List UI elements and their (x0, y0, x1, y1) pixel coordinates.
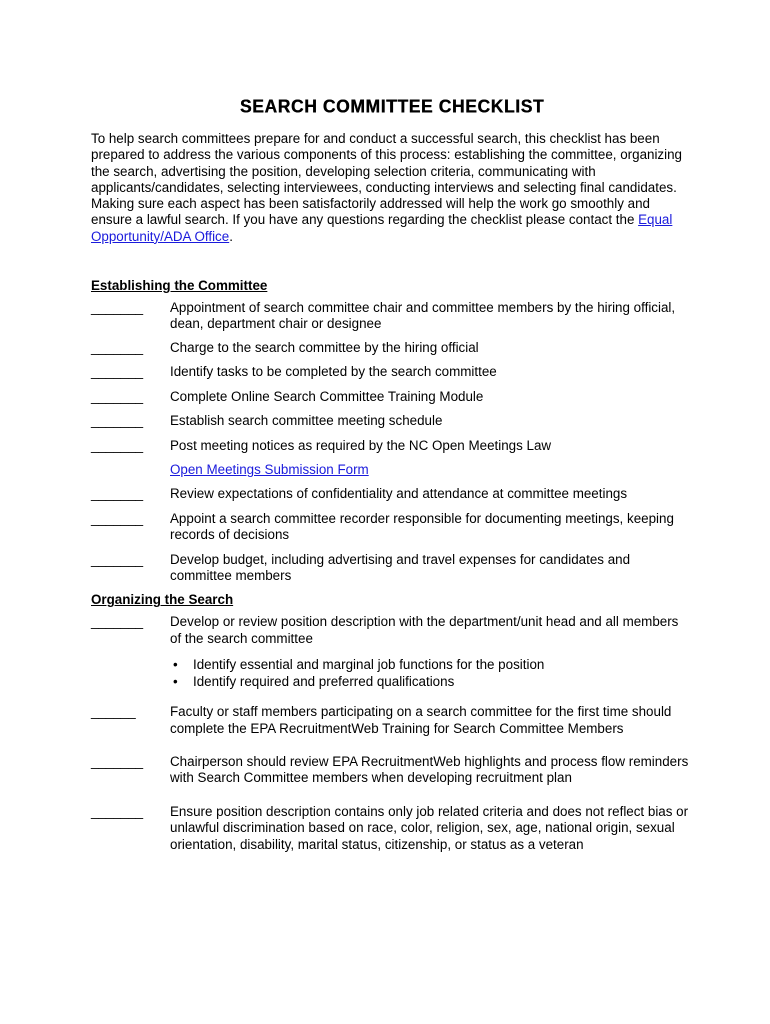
checklist-item-text: Appoint a search committee recorder responsible for documenting meetings, keeping records of decisions (170, 510, 674, 543)
checklist-item-text: Complete Online Search Committee Training Module (170, 388, 484, 404)
checkbox-blank[interactable]: _______ (91, 413, 144, 429)
checklist-item-text: Develop or review position description with the department/unit head and all members of the search committee (170, 614, 679, 646)
checklist-item (91, 389, 691, 405)
checklist-item (91, 300, 691, 333)
checkbox-blank[interactable]: _______ (91, 364, 144, 380)
checkbox-blank[interactable]: _______ (91, 614, 144, 630)
checkbox-blank[interactable]: _______ (91, 753, 144, 769)
checklist-item (91, 438, 691, 454)
checkbox-blank[interactable]: _______ (91, 300, 144, 316)
checklist-item (91, 804, 691, 853)
checkbox-blank[interactable]: _______ (91, 388, 144, 404)
document-page (91, 96, 691, 853)
checkbox-blank[interactable]: _______ (91, 486, 144, 502)
intro-paragraph (91, 131, 691, 245)
checklist-item-text: Develop budget, including advertising and travel expenses for candidates and committee members (170, 551, 631, 583)
checklist-item (91, 413, 691, 429)
checklist-item-text: Identify tasks to be completed by the search committee (170, 364, 497, 380)
checkbox-blank[interactable]: _______ (91, 339, 144, 355)
checklist-item-text: Chairperson should review EPA RecruitmentWeb highlights and process flow reminders with Search Committee members when developing recruitment plan (170, 753, 689, 786)
checklist-item-text: Charge to the search committee by the hiring official (170, 339, 479, 355)
checklist-item (91, 511, 691, 544)
bullet-item: • Identify required and preferred qualifications (170, 673, 691, 690)
checklist-item (91, 364, 691, 380)
checklist-item (91, 340, 691, 356)
checklist-item (91, 552, 691, 585)
checkbox-blank[interactable]: _______ (91, 510, 144, 526)
checklist-item-text: Establish search committee meeting schedule (170, 413, 443, 429)
bullet-item: • Identify essential and marginal job functions for the position (170, 656, 691, 673)
checklist-item-text: Appointment of search committee chair and committee members by the hiring official, dean, department chair or designee (170, 300, 676, 332)
intro-suffix: . (229, 228, 233, 244)
qualification-bullet-list (91, 656, 691, 690)
equal-opportunity-link[interactable]: Equal Opportunity/ADA Office (91, 212, 673, 244)
checklist-item (91, 614, 691, 647)
page-title: SEARCH COMMITTEE CHECKLIST (239, 95, 545, 117)
checklist-item (91, 486, 691, 502)
checkbox-blank[interactable]: _______ (91, 803, 144, 819)
intro-text: To help search committees prepare for and conduct a successful search, this checklist has been prepared to address the various components of this process: establishing the committee, organizing the search, advertising the position, developing selection criteria, communicating with applicants/candidates, selecting interviewees, conducting interviews and selecting final candidates. Making sure each aspect has been satisfactorily addressed will help the work go smoothly and ensure a lawful search. If you have any questions regarding the checklist please contact the (91, 131, 682, 228)
checklist-item (91, 754, 691, 787)
checklist-item-text: Post meeting notices as required by the NC Open Meetings Law (170, 437, 552, 453)
checklist-item-text: Ensure position description contains only job related criteria and does not reflect bias or unlawful discrimination based on race, color, religion, sex, age, national origin, sexual orientation, disability, marital status, citizenship, or status as a veteran (170, 803, 689, 852)
checkbox-blank[interactable]: ______ (91, 704, 136, 720)
checklist-item (91, 704, 691, 737)
open-meetings-link-row (91, 462, 691, 478)
section-heading-organizing: Organizing the Search (91, 592, 234, 608)
checkbox-blank[interactable]: _______ (91, 437, 144, 453)
checklist-item-text: Review expectations of confidentiality and attendance at committee meetings (170, 486, 628, 502)
open-meetings-link[interactable]: Open Meetings Submission Form (170, 461, 369, 477)
section-heading-establishing: Establishing the Committee (91, 278, 268, 294)
checklist-item-text: Faculty or staff members participating on a search committee for the first time should complete the EPA RecruitmentWeb Training for Search Committee Members (170, 704, 672, 736)
checkbox-blank[interactable]: _______ (91, 551, 144, 567)
